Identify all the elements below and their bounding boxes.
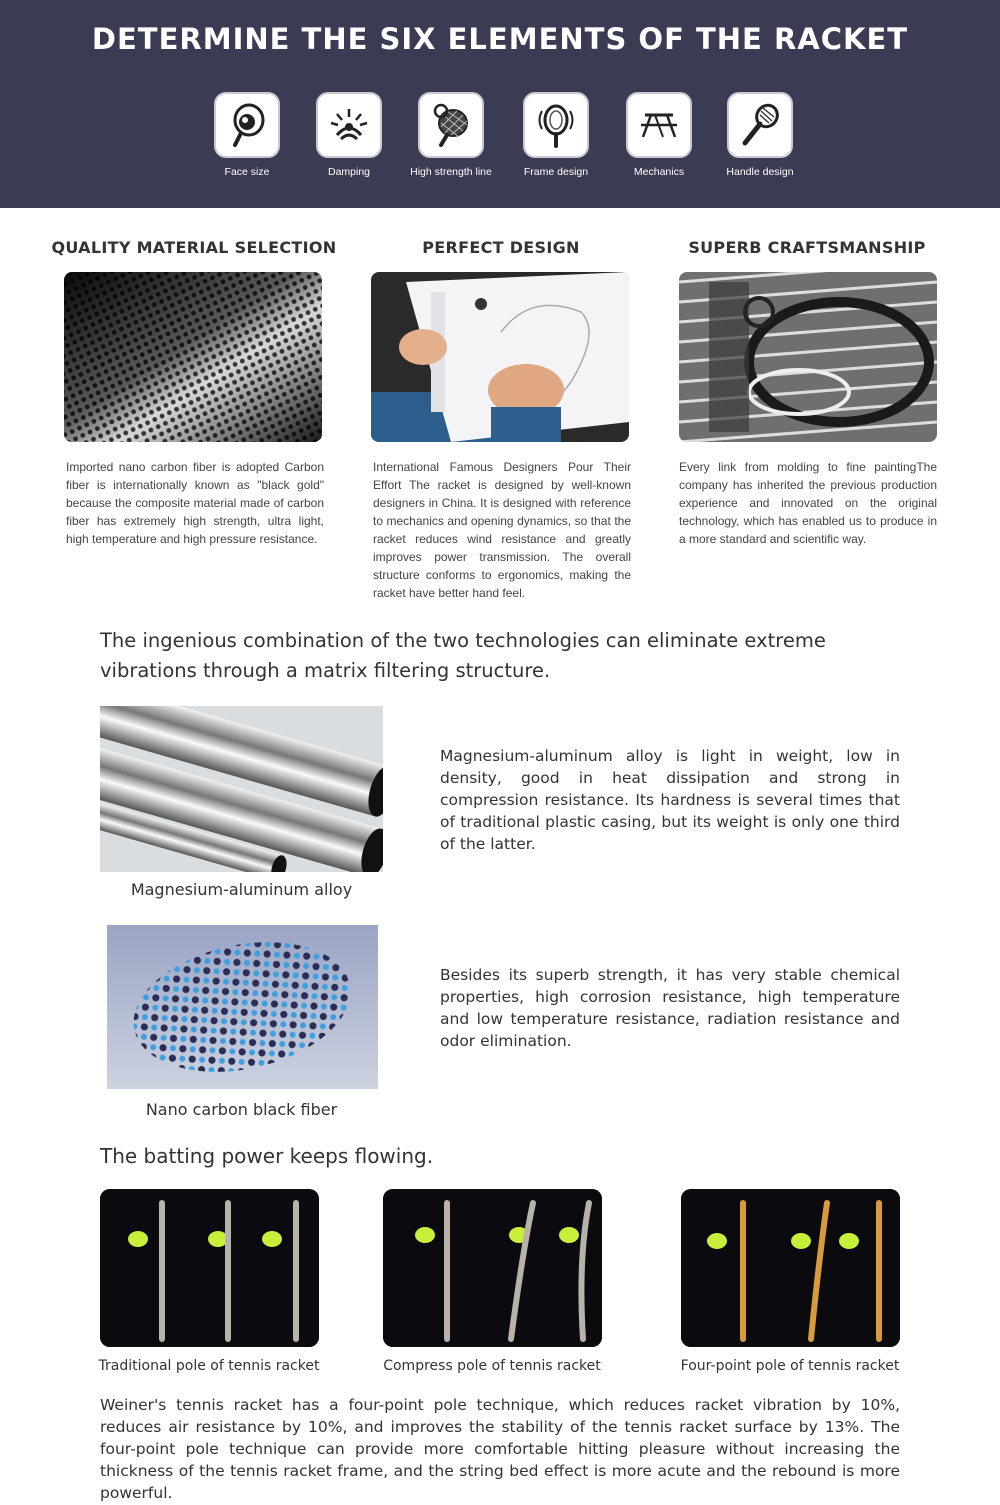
superb-craftsmanship-text: Every link from molding to fine paintingThe company has inherited the previous production experience and innovated on the original technology, which has enabled us to produce in a more standard and scientific way.: [679, 460, 937, 546]
craftsmanship-image: [679, 272, 937, 442]
damping-icon: [316, 92, 382, 158]
element-handle-design: [705, 92, 815, 178]
element-label: Mechanics: [633, 166, 685, 178]
element-label: Handle design: [726, 166, 794, 178]
technology-intro: The ingenious combination of the two technologies can eliminate extreme vibrations through a matrix filtering structure.: [100, 629, 826, 682]
magnesium-alloy-caption: Magnesium-aluminum alloy: [130, 880, 353, 899]
page-title: DETERMINE THE SIX ELEMENTS OF THE RACKET: [91, 22, 909, 56]
element-label: High strength line: [410, 166, 492, 178]
quality-material-heading: QUALITY MATERIAL SELECTION: [51, 238, 337, 257]
carbon-fiber-image: [64, 272, 322, 442]
nano-carbon-fiber-caption: Nano carbon black fiber: [145, 1100, 338, 1119]
string-ball-icon: [418, 92, 484, 158]
element-label: Face size: [224, 166, 270, 178]
perfect-design-heading: PERFECT DESIGN: [422, 238, 580, 257]
batting-power-heading: The batting power keeps flowing.: [100, 1144, 434, 1168]
element-label: Frame design: [523, 166, 589, 178]
compress-pole-image: [383, 1189, 602, 1347]
racket-face-icon: [214, 92, 280, 158]
element-high-strength-line: [396, 92, 506, 178]
four-point-pole-caption: Four-point pole of tennis racket: [680, 1358, 900, 1374]
compress-pole-caption: Compress pole of tennis racket: [383, 1358, 601, 1374]
four-point-pole-image: [681, 1189, 900, 1347]
element-damping: [294, 92, 404, 178]
perfect-design-text: International Famous Designers Pour Their Effort The racket is designed by well-known designers in China. It is designed with reference to mechanics and opening dynamics, so that the racket reduces wind resistance and greatly improves power transmission. The overall structure conforms to ergonomics, making the racket have better hand feel.: [373, 460, 631, 600]
designer-tablet-image: [371, 272, 629, 442]
magnesium-alloy-description: Magnesium-aluminum alloy is light in weight, low in density, good in heat dissipation and strong in compression resistance. Its hardness is several times that of traditional plastic casing, but its weight is only one third of the latter.: [440, 747, 900, 853]
element-label: Damping: [327, 166, 371, 178]
element-frame-design: [501, 92, 611, 178]
nano-carbon-fiber-description: Besides its superb strength, it has very stable chemical properties, high corrosion resistance, high temperature and low temperature resistance, radiation resistance and odor elimination.: [440, 966, 900, 1050]
frame-design-icon: [523, 92, 589, 158]
handle-design-icon: [727, 92, 793, 158]
four-point-pole-description: Weiner's tennis racket has a four-point pole technique, which reduces racket vibration by 10%, reduces air resistance by 10%, and improves the stability of the tennis racket surface by 13%. The four-point pole technique can provide more comfortable hitting pleasure without increasing the thickness of the tennis racket frame, and the string bed effect is more acute and the rebound is more powerful.: [100, 1396, 900, 1502]
header-banner: [0, 0, 1000, 208]
quality-material-text: Imported nano carbon fiber is adopted Carbon fiber is internationally known as "black gold" because the composite material made of carbon fiber has extremely high strength, ultra light, high temperature and high pressure resistance.: [66, 460, 324, 546]
element-mechanics: [604, 92, 714, 178]
nano-carbon-fiber-image: [107, 925, 378, 1089]
superb-craftsmanship-heading: SUPERB CRAFTSMANSHIP: [688, 238, 926, 257]
traditional-pole-caption: Traditional pole of tennis racket: [98, 1358, 320, 1374]
mechanics-icon: [626, 92, 692, 158]
magnesium-alloy-image: [100, 706, 383, 872]
traditional-pole-image: [100, 1189, 319, 1347]
element-face-size: [192, 92, 302, 178]
